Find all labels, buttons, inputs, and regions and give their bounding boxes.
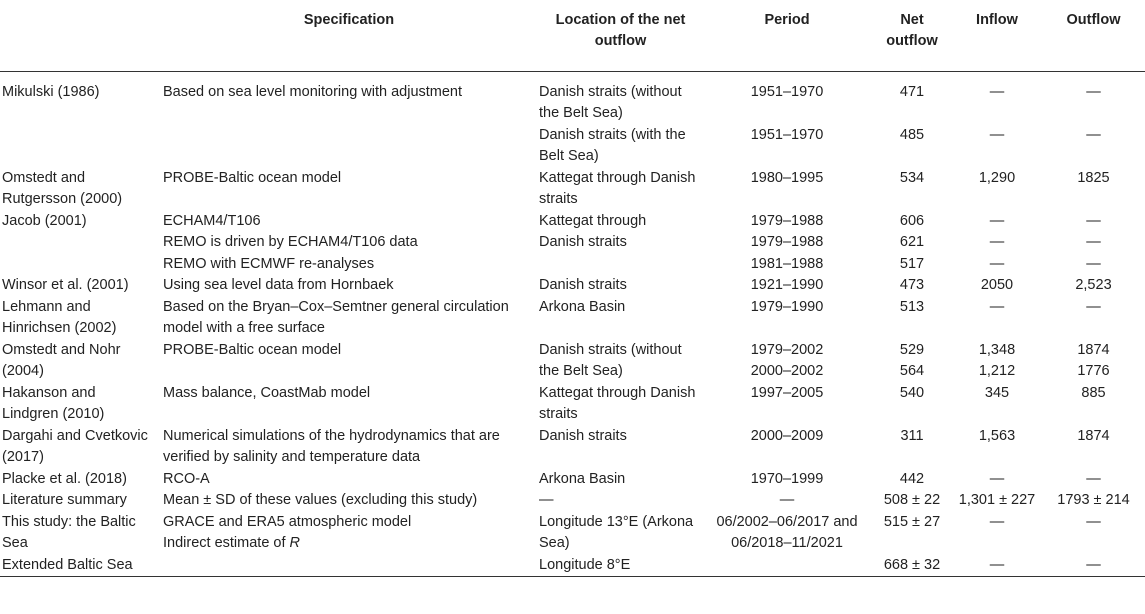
spec-text: Indirect estimate of: [163, 535, 290, 551]
cell-location: Kattegat through Danish straits: [539, 169, 696, 207]
table-row: [0, 297, 1145, 340]
cell-net: 471: [899, 83, 925, 100]
period-line: 2000–2002: [750, 363, 824, 379]
cell-spec: [159, 512, 539, 555]
cell-net: 534: [899, 169, 925, 186]
cell-location: Arkona Basin: [539, 470, 626, 487]
cell-ref: Placke et al. (2018): [2, 470, 127, 487]
cell-period: —: [779, 492, 795, 508]
table-row: [0, 469, 1145, 491]
cell-ref: [0, 254, 159, 276]
cell-ref: Winsor et al. (2001): [2, 277, 129, 293]
cell-period: 06/2002–06/2017 and 06/2018–11/2021: [716, 513, 858, 551]
table-row: [0, 426, 1145, 469]
header-ref: [0, 0, 159, 71]
table-row: [0, 383, 1145, 426]
inflow-line: 1,348: [978, 341, 1016, 358]
cell-outflow: 1874: [1077, 427, 1110, 444]
cell-ref: Literature summary: [2, 492, 127, 508]
cell-period: 1997–2005: [750, 384, 824, 401]
table-row: [0, 211, 1145, 233]
cell-inflow: —: [989, 126, 1005, 143]
cell-inflow: 1,563: [978, 427, 1016, 444]
cell-outflow: 2,523: [1075, 277, 1112, 293]
cell-ref: This study: the Baltic Sea: [2, 513, 136, 551]
outflow-line: 1874: [1077, 341, 1110, 358]
cell-ref: Lehmann and Hinrichsen (2002): [2, 298, 117, 336]
cell-outflow: [1042, 340, 1145, 383]
table-row: [0, 490, 1145, 512]
inflow-line: 1,212: [978, 363, 1016, 379]
cell-period: [702, 555, 872, 577]
cell-spec: PROBE-Baltic ocean model: [163, 341, 342, 358]
cell-net: 485: [899, 126, 925, 143]
cell-inflow: —: [989, 234, 1005, 250]
cell-outflow: —: [1086, 234, 1101, 250]
cell-ref: Extended Baltic Sea: [2, 556, 133, 573]
cell-outflow: —: [1086, 255, 1101, 272]
net-line: 529: [899, 341, 925, 358]
cell-ref: Hakanson and Lindgren (2010): [2, 384, 105, 422]
cell-inflow: 1,301 ± 227: [958, 492, 1036, 508]
cell-spec: Mean ± SD of these values (excluding this study): [163, 492, 478, 508]
spec-line: GRACE and ERA5 atmospheric model: [163, 513, 412, 530]
table-row: [0, 512, 1145, 555]
cell-outflow: —: [1086, 298, 1101, 315]
period-line: 1979–2002: [750, 341, 824, 358]
cell-spec: ECHAM4/T106: [163, 212, 261, 229]
cell-location: Kattegat through Danish straits: [539, 384, 696, 422]
cell-net: 621: [899, 234, 925, 250]
cell-net: 540: [899, 384, 925, 401]
cell-spec: REMO is driven by ECHAM4/T106 data: [163, 234, 418, 250]
cell-inflow: 2050: [980, 277, 1014, 293]
cell-net: 668 ± 32: [883, 556, 941, 573]
cell-ref: Dargahi and Cvetkovic (2017): [2, 427, 148, 465]
cell-net: 473: [899, 277, 925, 293]
header-specification: Specification: [303, 12, 395, 28]
cell-net: 508 ± 22: [883, 492, 941, 508]
cell-inflow: —: [989, 470, 1005, 487]
cell-outflow: —: [1086, 83, 1101, 100]
cell-period: 1979–1990: [750, 298, 824, 315]
cell-spec: Based on the Bryan–Cox–Semtner general circulation model with a free surface: [163, 298, 509, 336]
cell-inflow: [952, 340, 1042, 383]
cell-location: —: [539, 492, 554, 508]
cell-inflow: 345: [984, 384, 1010, 401]
cell-inflow: —: [989, 212, 1005, 229]
cell-spec: PROBE-Baltic ocean model: [163, 169, 342, 186]
header-row: [0, 0, 1145, 71]
cell-outflow: —: [1086, 513, 1101, 530]
cell-spec: Numerical simulations of the hydrodynamics that are verified by salinity and temperature data: [163, 427, 500, 465]
cell-outflow: 885: [1081, 384, 1106, 401]
cell-inflow: —: [989, 83, 1005, 100]
cell-period: 1979–1988: [750, 234, 824, 250]
table-row: [0, 71, 1145, 125]
table-row: [0, 340, 1145, 383]
spec-symbol: R: [289, 535, 301, 551]
table-row: [0, 168, 1145, 211]
cell-net: 517: [899, 255, 925, 272]
cell-ref: Omstedt and Nohr (2004): [2, 341, 121, 379]
header-location: Location of the net outflow: [555, 12, 686, 49]
table-row: [0, 555, 1145, 577]
cell-outflow: —: [1086, 212, 1101, 229]
table-row: [0, 125, 1145, 168]
cell-outflow: 1793 ± 214: [1057, 492, 1130, 508]
cell-spec: Using sea level data from Hornbaek: [163, 277, 394, 293]
cell-location: Danish straits (with the Belt Sea): [539, 126, 686, 164]
cell-net: 513: [899, 298, 925, 315]
cell-outflow: 1825: [1077, 169, 1110, 186]
header-inflow: Inflow: [976, 12, 1018, 28]
cell-net: [872, 340, 952, 383]
cell-location: [539, 254, 702, 276]
cell-inflow: —: [989, 556, 1005, 573]
cell-spec: [159, 555, 539, 577]
cell-ref: [0, 232, 159, 254]
header-net-outflow: Net outflow: [886, 12, 938, 49]
cell-outflow: —: [1086, 470, 1101, 487]
cell-net: 515 ± 27: [883, 513, 941, 530]
cell-spec: REMO with ECMWF re-analyses: [163, 255, 375, 272]
cell-period: [702, 340, 872, 383]
cell-inflow: —: [989, 513, 1005, 530]
cell-period: 1979–1988: [750, 212, 824, 229]
cell-outflow: —: [1086, 126, 1101, 143]
cell-location: Longitude 8°E: [539, 556, 631, 573]
cell-period: 1951–1970: [750, 83, 824, 100]
net-line: 564: [899, 363, 925, 379]
cell-spec: Based on sea level monitoring with adjustment: [163, 83, 463, 100]
cell-location: Danish straits (without the Belt Sea): [539, 341, 682, 379]
cell-ref: Omstedt and Rutgersson (2000): [2, 169, 123, 207]
cell-location: Danish straits: [539, 234, 627, 250]
cell-net: 606: [899, 212, 925, 229]
cell-location: Danish straits (without the Belt Sea): [539, 83, 682, 121]
cell-location: Kattegat through: [539, 212, 647, 229]
cell-period: 2000–2009: [750, 427, 824, 444]
cell-spec: Mass balance, CoastMab model: [163, 384, 371, 401]
table-row: [0, 232, 1145, 254]
cell-location: Longitude 13°E (Arkona Sea): [539, 513, 694, 551]
cell-location: Danish straits: [539, 427, 627, 444]
header-outflow: Outflow: [1066, 12, 1121, 28]
cell-period: 1921–1990: [750, 277, 824, 293]
cell-net: 311: [900, 427, 924, 444]
cell-spec: [159, 125, 539, 168]
cell-location: Arkona Basin: [539, 298, 626, 315]
cell-location: Danish straits: [539, 277, 627, 293]
table-bottom-rule: [0, 576, 1145, 577]
header-period: Period: [764, 12, 810, 28]
spec-line: [163, 533, 535, 555]
cell-period: 1951–1970: [750, 126, 824, 143]
table-row: [0, 275, 1145, 297]
cell-outflow: —: [1086, 556, 1101, 573]
cell-ref: Mikulski (1986): [2, 83, 100, 100]
cell-ref: [0, 125, 159, 168]
table-row: [0, 254, 1145, 276]
cell-net: 442: [899, 470, 925, 487]
outflow-line: 1776: [1077, 363, 1110, 379]
cell-inflow: —: [989, 255, 1005, 272]
cell-period: 1981–1988: [750, 255, 824, 272]
cell-period: 1970–1999: [750, 470, 824, 487]
cell-inflow: 1,290: [978, 169, 1016, 186]
cell-spec: RCO-A: [163, 470, 210, 487]
cell-inflow: —: [989, 298, 1005, 315]
cell-period: 1980–1995: [750, 169, 824, 186]
cell-ref: Jacob (2001): [2, 212, 87, 229]
